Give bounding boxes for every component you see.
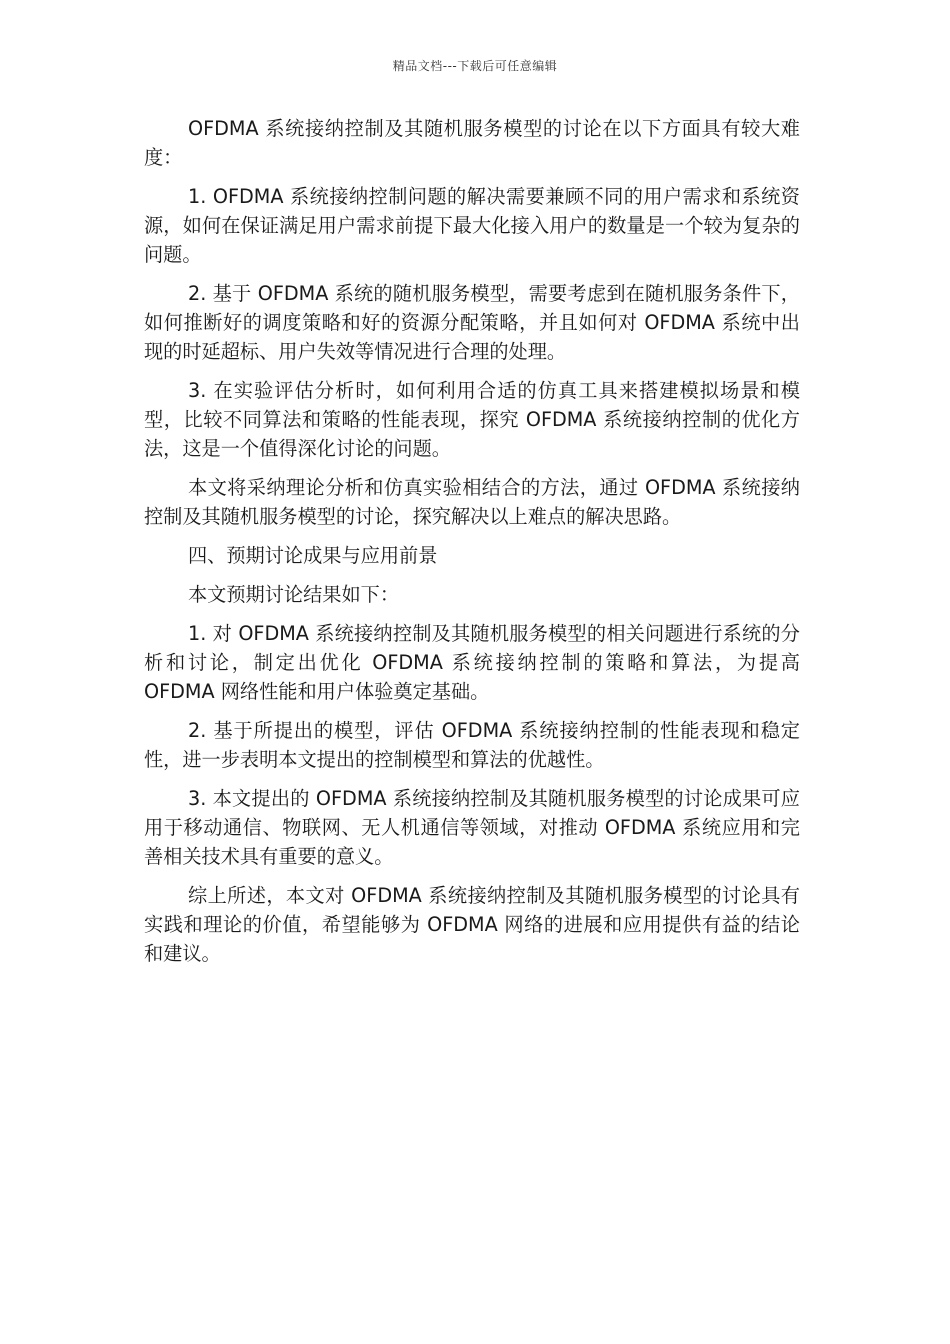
paragraph-result-2: 2. 基于所提出的模型，评估 OFDMA 系统接纳控制的性能表现和稳定性，进一步表明本文提出的控制模型和算法的优越性。 — [144, 719, 800, 771]
paragraph-result-3: 3. 本文提出的 OFDMA 系统接纳控制及其随机服务模型的讨论成果可应用于移动通信、物联网、无人机通信等领域，对推动 OFDMA 系统应用和完善相关技术具有重要的意义。 — [144, 787, 800, 868]
paragraph-conclusion: 综上所述，本文对 OFDMA 系统接纳控制及其随机服务模型的讨论具有实践和理论的价值，希望能够为 OFDMA 网络的进展和应用提供有益的结论和建议。 — [144, 884, 800, 965]
document-body — [144, 114, 800, 978]
paragraph-result-1: 1. 对 OFDMA 系统接纳控制及其随机服务模型的相关问题进行系统的分析和讨论，制定出优化 OFDMA 系统接纳控制的策略和算法，为提高 OFDMA 网络性能和用户体验奠定基础。 — [144, 622, 800, 703]
section-heading-expected-results: 四、预期讨论成果与应用前景 — [188, 544, 438, 567]
page-header: 精品文档---下载后可任意编辑 — [392, 59, 558, 73]
paragraph-method: 本文将采纳理论分析和仿真实验相结合的方法，通过 OFDMA 系统接纳控制及其随机服务模型的讨论，探究解决以上难点的解决思路。 — [144, 476, 800, 528]
paragraph-results-intro: 本文预期讨论结果如下： — [188, 583, 400, 606]
paragraph-difficulty-2: 2. 基于 OFDMA 系统的随机服务模型，需要考虑到在随机服务条件下，如何推断好的调度策略和好的资源分配策略，并且如何对 OFDMA 系统中出现的时延超标、用户失效等情况进行合理的处理。 — [144, 282, 800, 363]
paragraph-difficulty-intro: OFDMA 系统接纳控制及其随机服务模型的讨论在以下方面具有较大难度： — [144, 117, 800, 169]
paragraph-difficulty-1: 1. OFDMA 系统接纳控制问题的解决需要兼顾不同的用户需求和系统资源，如何在保证满足用户需求前提下最大化接入用户的数量是一个较为复杂的问题。 — [144, 185, 800, 266]
paragraph-difficulty-3: 3. 在实验评估分析时，如何利用合适的仿真工具来搭建模拟场景和模型，比较不同算法和策略的性能表现，探究 OFDMA 系统接纳控制的优化方法，这是一个值得深化讨论的问题。 — [144, 379, 800, 460]
